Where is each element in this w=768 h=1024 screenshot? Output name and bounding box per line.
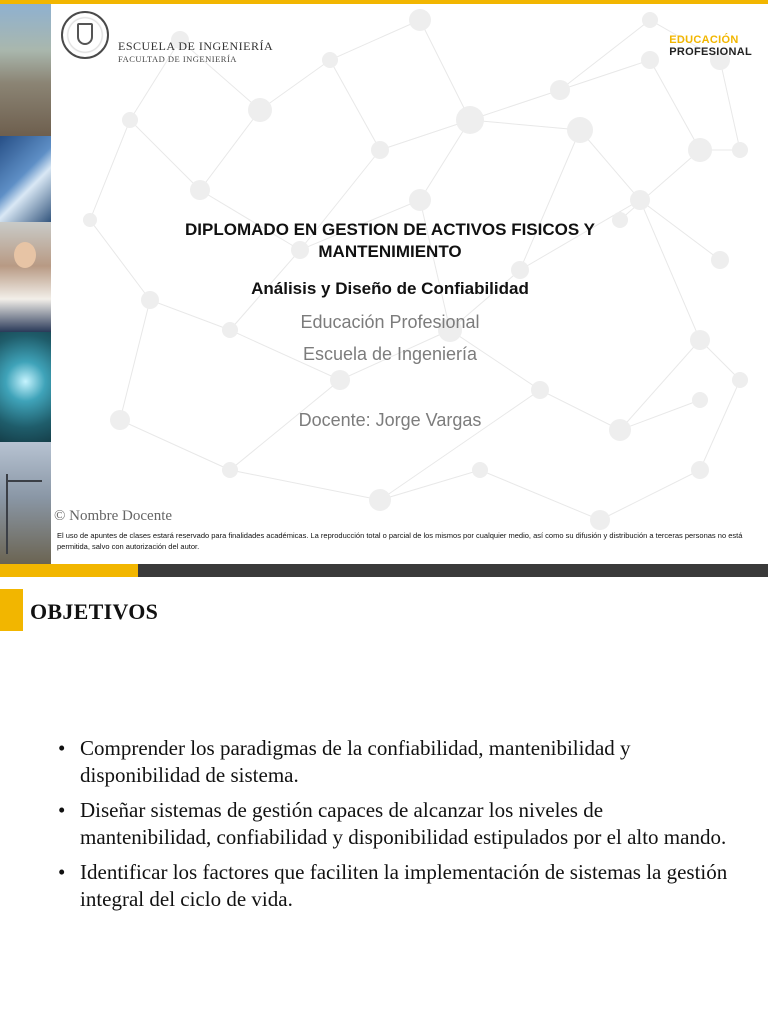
list-item [58,859,738,913]
program-line: Educación Profesional [300,312,480,332]
usage-disclaimer: El uso de apuntes de clases estará reservado para finalidades académicas. La reproducción total o parcial de los mismos por cualquier medio, así como su difusión y distribución a terceras personas no está permitida, salvo con autorización del autor. [57,531,743,551]
technology-photo [0,332,51,442]
objective-text: Comprender los paradigmas de la confiabilidad, mantenibilidad y disponibilidad de sistema. [80,736,631,787]
brand-line-education: EDUCACIÓN [669,34,739,46]
bullet-icon: • [58,860,66,884]
list-item [58,797,738,851]
engineer-portrait-photo [0,222,51,332]
solar-panels-photo [0,136,51,222]
objective-text: Identificar los factores que faciliten la implementación de sistemas la gestión integral del ciclo de vida. [80,860,728,911]
course-subtitle: Análisis y Diseño de Confiabilidad [251,279,529,298]
list-item [58,735,738,789]
faculty-name: FACULTAD DE INGENIERÍA [118,54,237,64]
section-title: OBJETIVOS [30,599,159,624]
portrait-face [14,242,36,268]
school-line: Escuela de Ingeniería [302,344,478,364]
title-accent-tab [0,589,23,631]
bullet-icon: • [58,736,66,760]
bullet-icon: • [58,798,66,822]
footer-accent-bar [0,564,138,577]
instructor-line: Docente: Jorge Vargas [298,410,482,430]
school-name: ESCUELA DE INGENIERÍA [118,39,274,53]
photo-collage-strip [0,4,51,564]
objectives-list [58,735,738,921]
objective-text: Diseñar sistemas de gestión capaces de alcanzar los niveles de mantenibilidad, confiabilidad y disponibilidad estipulados por el alto mando. [80,798,727,849]
footer-dark-bar [138,564,768,577]
course-title: DIPLOMADO EN GESTION DE ACTIVOS FISICOS Y MANTENIMIENTO [185,220,595,261]
university-seal-logo [61,11,109,59]
brand-line-professional: PROFESIONAL [669,46,752,58]
crane-mast [6,474,8,554]
mining-photo [0,4,51,136]
copyright-notice: © Nombre Docente [54,508,173,524]
objectives-slide [0,577,768,1024]
brand-logo [669,34,752,58]
crane-jib [6,480,42,482]
